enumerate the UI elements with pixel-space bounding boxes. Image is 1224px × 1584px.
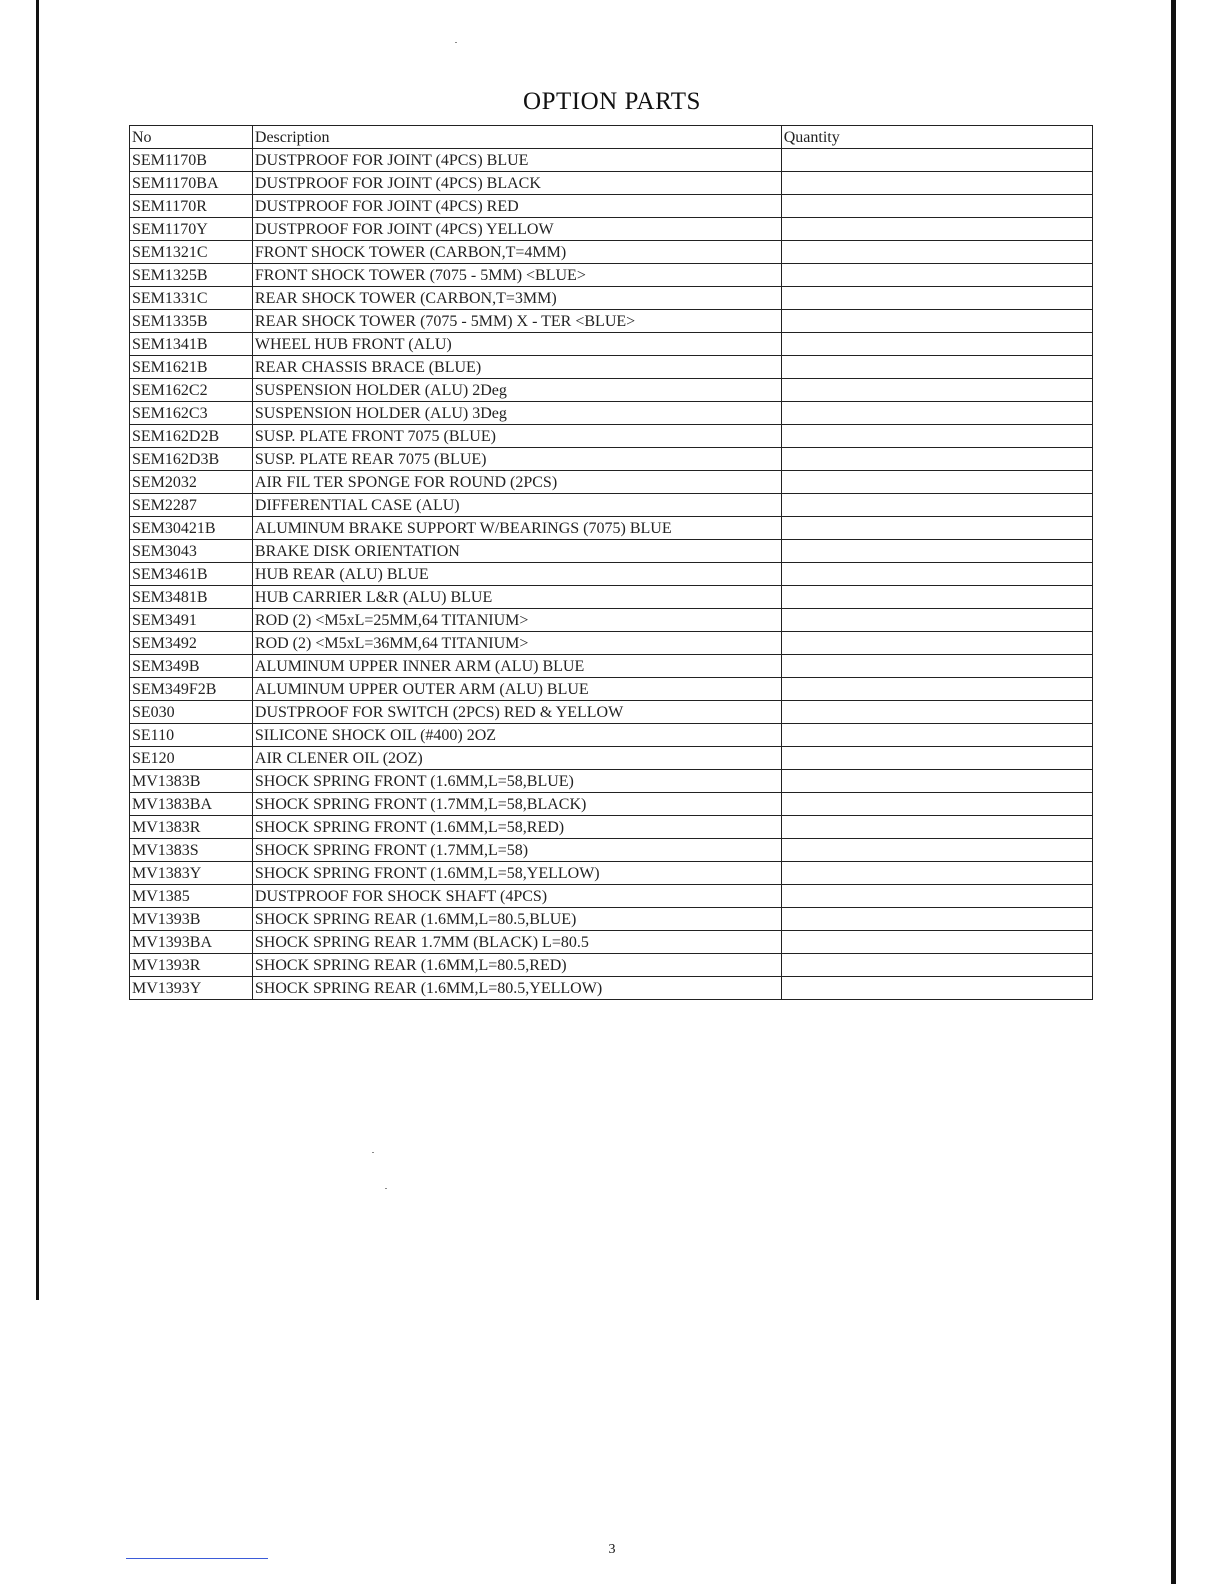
part-number-cell: MV1383B <box>130 770 253 793</box>
table-row <box>130 195 1093 218</box>
description-cell: SILICONE SHOCK OIL (#400) 2OZ <box>252 724 781 747</box>
part-number-cell: SEM3461B <box>130 563 253 586</box>
part-number-cell: SEM3491 <box>130 609 253 632</box>
part-number-cell: SEM3043 <box>130 540 253 563</box>
quantity-cell <box>781 195 1092 218</box>
part-number-cell: MV1385 <box>130 885 253 908</box>
part-number-cell: SEM3492 <box>130 632 253 655</box>
description-cell: DUSTPROOF FOR JOINT (4PCS) YELLOW <box>252 218 781 241</box>
description-cell: SUSP. PLATE REAR 7075 (BLUE) <box>252 448 781 471</box>
quantity-cell <box>781 609 1092 632</box>
table-body <box>130 149 1093 1000</box>
quantity-cell <box>781 977 1092 1000</box>
part-number-cell: SEM162C2 <box>130 379 253 402</box>
quantity-cell <box>781 448 1092 471</box>
part-number-cell: SEM1331C <box>130 287 253 310</box>
quantity-cell <box>781 816 1092 839</box>
quantity-cell <box>781 563 1092 586</box>
description-cell: SHOCK SPRING REAR (1.6MM,L=80.5,BLUE) <box>252 908 781 931</box>
table-row <box>130 310 1093 333</box>
part-number-cell: SEM349F2B <box>130 678 253 701</box>
table-row <box>130 977 1093 1000</box>
table-header-row <box>130 126 1093 149</box>
table-row <box>130 425 1093 448</box>
quantity-cell <box>781 747 1092 770</box>
description-cell: SHOCK SPRING REAR (1.6MM,L=80.5,RED) <box>252 954 781 977</box>
quantity-cell <box>781 586 1092 609</box>
description-cell: REAR CHASSIS BRACE (BLUE) <box>252 356 781 379</box>
table-row <box>130 954 1093 977</box>
description-cell: DUSTPROOF FOR SWITCH (2PCS) RED & YELLOW <box>252 701 781 724</box>
part-number-cell: SE030 <box>130 701 253 724</box>
quantity-cell <box>781 724 1092 747</box>
part-number-cell: SE120 <box>130 747 253 770</box>
description-cell: SHOCK SPRING FRONT (1.7MM,L=58,BLACK) <box>252 793 781 816</box>
part-number-cell: SEM349B <box>130 655 253 678</box>
header-description: Description <box>252 126 781 149</box>
part-number-cell: SEM1321C <box>130 241 253 264</box>
description-cell: ALUMINUM BRAKE SUPPORT W/BEARINGS (7075) BLUE <box>252 517 781 540</box>
table-row <box>130 609 1093 632</box>
quantity-cell <box>781 218 1092 241</box>
description-cell: DUSTPROOF FOR JOINT (4PCS) BLUE <box>252 149 781 172</box>
table-row <box>130 471 1093 494</box>
part-number-cell: MV1383S <box>130 839 253 862</box>
description-cell: HUB REAR (ALU) BLUE <box>252 563 781 586</box>
part-number-cell: MV1383BA <box>130 793 253 816</box>
quantity-cell <box>781 632 1092 655</box>
part-number-cell: SEM1170B <box>130 149 253 172</box>
part-number-cell: MV1393R <box>130 954 253 977</box>
table-row <box>130 356 1093 379</box>
description-cell: WHEEL HUB FRONT (ALU) <box>252 333 781 356</box>
option-parts-table <box>129 125 1093 1000</box>
description-cell: REAR SHOCK TOWER (7075 - 5MM) X - TER <BLUE> <box>252 310 781 333</box>
description-cell: DIFFERENTIAL CASE (ALU) <box>252 494 781 517</box>
table-row <box>130 678 1093 701</box>
part-number-cell: SEM162C3 <box>130 402 253 425</box>
description-cell: DUSTPROOF FOR SHOCK SHAFT (4PCS) <box>252 885 781 908</box>
part-number-cell: SEM1621B <box>130 356 253 379</box>
description-cell: DUSTPROOF FOR JOINT (4PCS) BLACK <box>252 172 781 195</box>
table-row <box>130 724 1093 747</box>
quantity-cell <box>781 471 1092 494</box>
table-row <box>130 149 1093 172</box>
table-row <box>130 770 1093 793</box>
table-row <box>130 379 1093 402</box>
description-cell: SHOCK SPRING FRONT (1.6MM,L=58,YELLOW) <box>252 862 781 885</box>
quantity-cell <box>781 678 1092 701</box>
description-cell: FRONT SHOCK TOWER (7075 - 5MM) <BLUE> <box>252 264 781 287</box>
table-row <box>130 402 1093 425</box>
part-number-cell: MV1383Y <box>130 862 253 885</box>
quantity-cell <box>781 333 1092 356</box>
quantity-cell <box>781 425 1092 448</box>
description-cell: AIR FIL TER SPONGE FOR ROUND (2PCS) <box>252 471 781 494</box>
quantity-cell <box>781 287 1092 310</box>
quantity-cell <box>781 356 1092 379</box>
quantity-cell <box>781 241 1092 264</box>
quantity-cell <box>781 149 1092 172</box>
table-row <box>130 448 1093 471</box>
description-cell: SHOCK SPRING FRONT (1.7MM,L=58) <box>252 839 781 862</box>
table-row <box>130 931 1093 954</box>
page-title: OPTION PARTS <box>523 88 701 115</box>
part-number-cell: MV1383R <box>130 816 253 839</box>
part-number-cell: SEM162D3B <box>130 448 253 471</box>
part-number-cell: SEM2287 <box>130 494 253 517</box>
part-number-cell: SEM1341B <box>130 333 253 356</box>
header-quantity: Quantity <box>781 126 1092 149</box>
description-cell: ROD (2) <M5xL=36MM,64 TITANIUM> <box>252 632 781 655</box>
description-cell: SHOCK SPRING REAR (1.6MM,L=80.5,YELLOW) <box>252 977 781 1000</box>
quantity-cell <box>781 402 1092 425</box>
scan-edge-right <box>1171 0 1176 1584</box>
page-number: 3 <box>608 1542 616 1557</box>
part-number-cell: SEM3481B <box>130 586 253 609</box>
quantity-cell <box>781 379 1092 402</box>
description-cell: SUSPENSION HOLDER (ALU) 3Deg <box>252 402 781 425</box>
scan-speck <box>372 1152 374 1153</box>
table-row <box>130 793 1093 816</box>
description-cell: ALUMINUM UPPER INNER ARM (ALU) BLUE <box>252 655 781 678</box>
description-cell: BRAKE DISK ORIENTATION <box>252 540 781 563</box>
scan-speck <box>385 1188 387 1189</box>
table-row <box>130 563 1093 586</box>
table-row <box>130 241 1093 264</box>
table-row <box>130 586 1093 609</box>
part-number-cell: SEM1335B <box>130 310 253 333</box>
table-row <box>130 218 1093 241</box>
part-number-cell: SE110 <box>130 724 253 747</box>
table-row <box>130 885 1093 908</box>
quantity-cell <box>781 931 1092 954</box>
description-cell: DUSTPROOF FOR JOINT (4PCS) RED <box>252 195 781 218</box>
description-cell: SHOCK SPRING FRONT (1.6MM,L=58,RED) <box>252 816 781 839</box>
quantity-cell <box>781 793 1092 816</box>
quantity-cell <box>781 908 1092 931</box>
quantity-cell <box>781 954 1092 977</box>
scan-speck <box>455 42 457 43</box>
part-number-cell: SEM1170Y <box>130 218 253 241</box>
description-cell: SHOCK SPRING FRONT (1.6MM,L=58,BLUE) <box>252 770 781 793</box>
table-row <box>130 540 1093 563</box>
quantity-cell <box>781 770 1092 793</box>
header-no: No <box>130 126 253 149</box>
part-number-cell: MV1393B <box>130 908 253 931</box>
table-row <box>130 333 1093 356</box>
quantity-cell <box>781 701 1092 724</box>
quantity-cell <box>781 839 1092 862</box>
quantity-cell <box>781 172 1092 195</box>
table-row <box>130 264 1093 287</box>
description-cell: SHOCK SPRING REAR 1.7MM (BLACK) L=80.5 <box>252 931 781 954</box>
quantity-cell <box>781 310 1092 333</box>
scan-edge-left <box>36 0 39 1300</box>
quantity-cell <box>781 862 1092 885</box>
description-cell: AIR CLENER OIL (2OZ) <box>252 747 781 770</box>
part-number-cell: SEM30421B <box>130 517 253 540</box>
table-row <box>130 655 1093 678</box>
table-row <box>130 908 1093 931</box>
table-row <box>130 839 1093 862</box>
part-number-cell: SEM2032 <box>130 471 253 494</box>
part-number-cell: SEM1325B <box>130 264 253 287</box>
description-cell: REAR SHOCK TOWER (CARBON,T=3MM) <box>252 287 781 310</box>
quantity-cell <box>781 264 1092 287</box>
table-row <box>130 701 1093 724</box>
description-cell: SUSPENSION HOLDER (ALU) 2Deg <box>252 379 781 402</box>
part-number-cell: MV1393BA <box>130 931 253 954</box>
table-row <box>130 494 1093 517</box>
quantity-cell <box>781 885 1092 908</box>
table-row <box>130 517 1093 540</box>
part-number-cell: MV1393Y <box>130 977 253 1000</box>
part-number-cell: SEM1170R <box>130 195 253 218</box>
table-row <box>130 632 1093 655</box>
table-row <box>130 287 1093 310</box>
description-cell: ALUMINUM UPPER OUTER ARM (ALU) BLUE <box>252 678 781 701</box>
table-row <box>130 172 1093 195</box>
quantity-cell <box>781 540 1092 563</box>
table-row <box>130 816 1093 839</box>
quantity-cell <box>781 655 1092 678</box>
link-underline <box>126 1558 268 1559</box>
description-cell: SUSP. PLATE FRONT 7075 (BLUE) <box>252 425 781 448</box>
description-cell: FRONT SHOCK TOWER (CARBON,T=4MM) <box>252 241 781 264</box>
description-cell: HUB CARRIER L&R (ALU) BLUE <box>252 586 781 609</box>
table-row <box>130 862 1093 885</box>
description-cell: ROD (2) <M5xL=25MM,64 TITANIUM> <box>252 609 781 632</box>
part-number-cell: SEM162D2B <box>130 425 253 448</box>
part-number-cell: SEM1170BA <box>130 172 253 195</box>
quantity-cell <box>781 494 1092 517</box>
table-row <box>130 747 1093 770</box>
quantity-cell <box>781 517 1092 540</box>
